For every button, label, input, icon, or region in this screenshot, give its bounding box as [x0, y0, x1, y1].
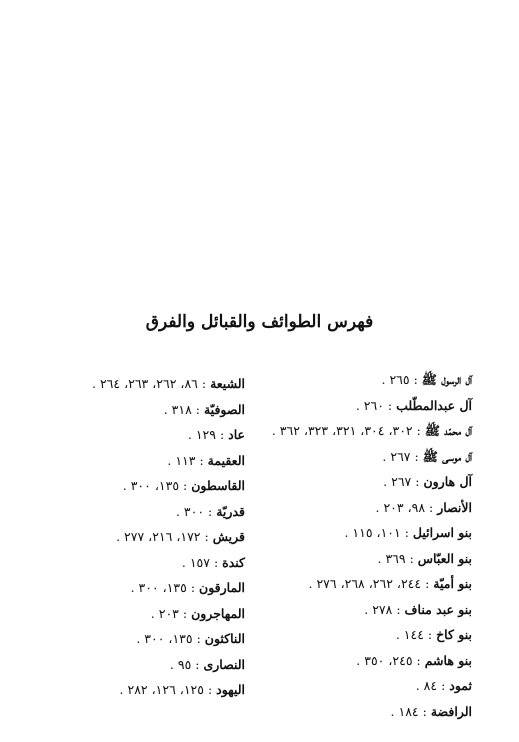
index-entry	[242, 699, 472, 725]
entry-name: المهاجرون	[191, 605, 245, 621]
index-column-left	[25, 371, 245, 703]
index-entry	[242, 367, 472, 393]
entry-pages: : ٢٦٠ .	[355, 397, 397, 413]
index-entry	[242, 495, 472, 521]
entry-pages: : ١٣٥، ٣٠٠ .	[122, 478, 192, 493]
index-entry	[25, 371, 245, 397]
entry-name: قريش	[212, 529, 245, 544]
entry-pages: : ٩٨، ٢٠٣ .	[375, 499, 438, 515]
entry-name: آل محمّد ﷺ	[424, 423, 472, 438]
entry-pages: : ٣٦٩ .	[377, 550, 418, 566]
index-entry	[242, 393, 472, 419]
entry-pages: : ١٨٤ .	[390, 703, 431, 719]
entry-pages: : ٢٧٨ .	[364, 601, 405, 617]
entry-name: المارقون	[199, 580, 245, 595]
entry-pages: : ٣٠٢، ٣٠٤، ٣٢١، ٣٢٣، ٣٦٢ .	[271, 423, 425, 438]
entry-pages: : ١٥٧ .	[181, 554, 223, 570]
entry-pages: : ٨٤ .	[415, 678, 450, 693]
entry-name: بنو العبّاس	[417, 550, 472, 566]
index-entry	[25, 397, 245, 423]
entry-pages: : ٣١٨ .	[163, 401, 204, 417]
entry-name: بنو كاخ	[436, 627, 472, 642]
entry-name: الأنصار	[437, 499, 472, 515]
page-title: فهرس الطوائف والقبائل والفرق	[145, 312, 374, 332]
entry-pages: : ٢٤٤، ٢٦٢، ٢٦٨، ٢٧٦ .	[308, 576, 434, 591]
index-entry	[242, 571, 472, 597]
index-entry	[25, 448, 245, 474]
entry-name: آل الرسول ﷺ	[421, 372, 472, 387]
index-entry	[25, 626, 245, 652]
index-entry	[242, 469, 472, 495]
entry-pages: : ١٧٢، ٢١٦، ٢٧٧ .	[116, 529, 213, 544]
entry-name: الشيعة	[210, 376, 245, 391]
entry-name: النصارى	[203, 656, 245, 672]
index-column-right	[242, 367, 472, 724]
index-entry	[242, 648, 472, 674]
entry-name: الناكثون	[204, 631, 245, 646]
entry-name: آل موسى ﷺ	[422, 448, 472, 464]
entry-name: اليهود	[216, 682, 245, 697]
entry-pages: : ٣٠٠ .	[175, 503, 217, 519]
entry-name: بنو أميّة	[433, 576, 472, 591]
entry-name: قدريّة	[216, 503, 245, 519]
index-entry	[25, 499, 245, 525]
index-entry	[242, 546, 472, 572]
entry-pages: : ٩٥ .	[169, 656, 204, 672]
index-entry	[242, 597, 472, 623]
entry-pages: : ١٢٩ .	[187, 427, 229, 442]
index-entry	[242, 622, 472, 648]
entry-name: كندة	[222, 554, 245, 570]
entry-pages: : ٢٦٧ .	[382, 448, 423, 464]
index-entry	[242, 673, 472, 699]
index-entry	[25, 524, 245, 550]
entry-pages: : ٨٦، ٢٦٢، ٢٦٣، ٢٦٤ .	[91, 376, 211, 391]
entry-name: بنو هاشم	[424, 652, 472, 668]
index-entry	[25, 677, 245, 703]
entry-pages: : ١٤٤ .	[395, 627, 437, 642]
entry-name: الصوفيّة	[203, 401, 245, 417]
entry-pages: : ١٣٥، ٣٠٠ .	[136, 631, 205, 646]
entry-name: آل عبدالمطّلب	[396, 397, 472, 413]
index-entry	[25, 473, 245, 499]
index-entry	[25, 652, 245, 678]
index-entry	[242, 444, 472, 470]
entry-name: ثمود	[449, 678, 472, 693]
index-entry	[25, 550, 245, 576]
index-entry	[242, 520, 472, 546]
entry-pages: : ٢٦٧ .	[383, 474, 424, 489]
index-entry	[25, 601, 245, 627]
entry-name: الرافضة	[430, 703, 472, 719]
entry-name: بنو اسرائيل	[412, 525, 472, 540]
entry-name: بنو عبد مناف	[404, 601, 472, 617]
entry-pages: : ١١٣ .	[167, 452, 208, 468]
entry-name: العقيمة	[207, 452, 245, 468]
entry-pages: : ٢٠٣ .	[150, 605, 192, 621]
entry-pages: : ٢٤٥، ٣٥٠ .	[356, 652, 425, 668]
entry-pages: : ١٠١، ١١٥ .	[344, 525, 413, 540]
index-entry	[25, 422, 245, 448]
index-entry	[25, 575, 245, 601]
entry-name: القاسطون	[191, 478, 245, 493]
entry-pages: : ٢٦٥ .	[381, 372, 422, 387]
entry-pages: : ١٣٥، ٣٠٠ .	[130, 580, 200, 595]
entry-pages: : ١٢٥، ١٢٦، ٢٨٢ .	[119, 682, 217, 697]
entry-name: آل هارون	[423, 474, 472, 489]
entry-name: عاد	[228, 427, 245, 442]
index-entry	[242, 418, 472, 444]
